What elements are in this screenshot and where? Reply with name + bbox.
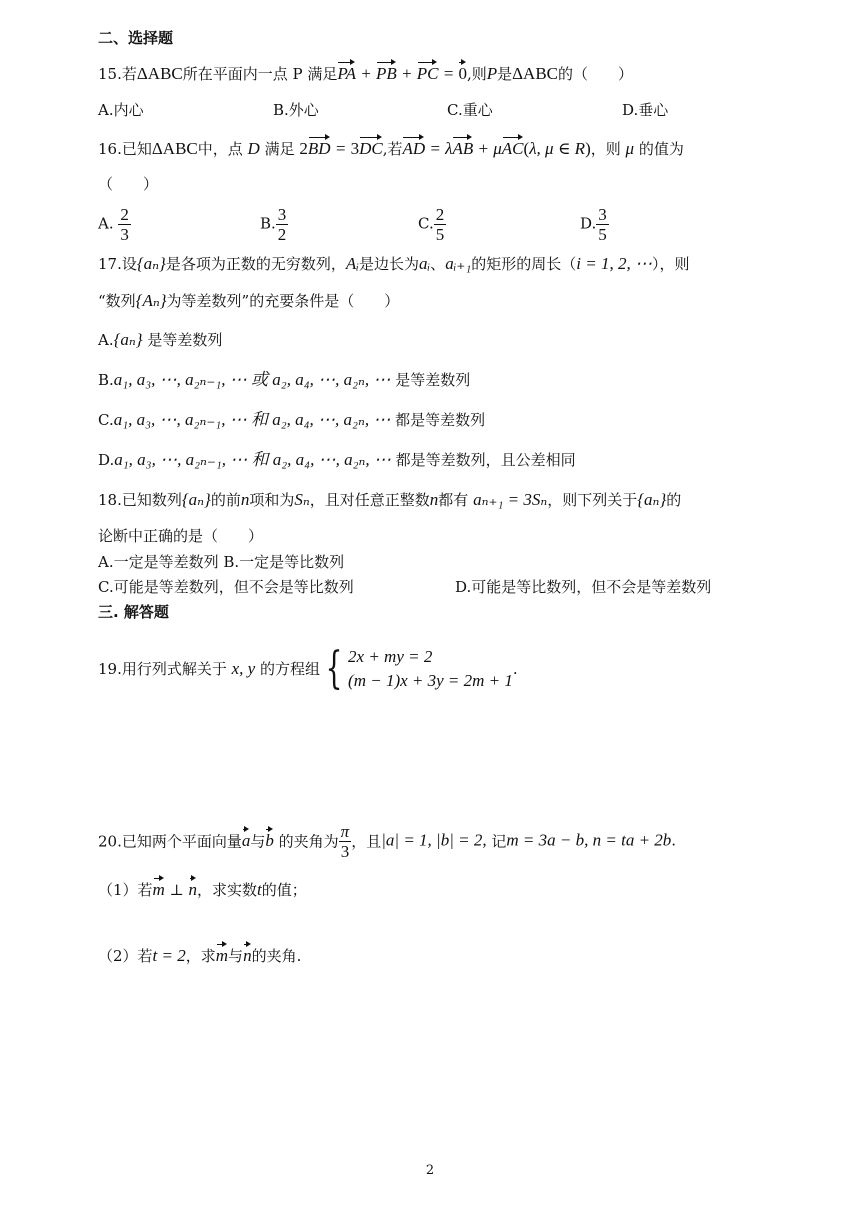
q16-end: 的值为 bbox=[638, 140, 684, 158]
q16-point-d: D bbox=[247, 139, 260, 158]
q15-option-a: A.内心 bbox=[98, 101, 144, 119]
q15-triangle-2: ΔABC bbox=[512, 64, 559, 83]
q17-option-c: C.a₁, a₃, ⋯, a₂ₙ₋₁, ⋯ 和 a₂, a₄, ⋯, a₂ₙ, ⋯ 都是等差数列 bbox=[98, 410, 486, 429]
q16-option-c: C. $\frac{2}{5}$ bbox=[418, 205, 445, 244]
question-17-line-1: 17.设{aₙ}是各项为正数的无穷数列，Aᵢ是边长为aᵢ、aᵢ₊₁的矩形的周长（i = 1, 2, ⋯），则 bbox=[98, 254, 690, 273]
section-heading-solution: 三. 解答题 bbox=[98, 603, 169, 621]
question-18-line-1: 18.已知数列{aₙ}的前n项和为Sₙ，且对任意正整数n都有 aₙ₊₁ = 3Sₙ，则下列关于{aₙ}的 bbox=[98, 490, 682, 509]
q17-option-b: B.a₁, a₃, ⋯, a₂ₙ₋₁, ⋯ 或 a₂, a₄, ⋯, a₂ₙ, ⋯ 是等差数列 bbox=[98, 370, 471, 389]
q16-prefix: 16.已知 bbox=[98, 140, 152, 158]
q16-triangle: ΔABC bbox=[151, 139, 198, 158]
zero-vector: 0 bbox=[458, 64, 467, 83]
q15-after: ,则 bbox=[466, 65, 487, 83]
q18-option-c: C.可能是等差数列，但不会是等比数列 bbox=[98, 578, 354, 596]
q16-if: ,若 bbox=[382, 140, 403, 158]
vector-PC: PC bbox=[416, 64, 439, 83]
vector-b: b bbox=[265, 830, 274, 850]
q20-definitions: m = 3a − b, n = ta + 2b bbox=[506, 830, 672, 850]
q15-triangle: ΔABC bbox=[136, 64, 183, 83]
q18-options-ab: A.一定是等差数列 B.一定是等比数列 bbox=[98, 553, 345, 571]
q16-option-c-fraction: $\frac{2}{5}$ bbox=[435, 205, 445, 244]
q16-condition: 2BD = 3DC bbox=[299, 139, 383, 158]
q18-option-d: D.可能是等比数列，但不会是等差数列 bbox=[455, 578, 712, 596]
question-20: 20.已知两个平面向量a与b 的夹角为 $\frac{\pi}{3}$ ，且|a| = 1, |b| = 2, 记m = 3a − b, n = ta + 2b. bbox=[98, 822, 677, 861]
q17-Ai: Aᵢ bbox=[345, 254, 359, 273]
q17-option-d: D.a₁, a₃, ⋯, a₂ₙ₋₁, ⋯ 和 a₂, a₄, ⋯, a₂ₙ, ⋯ 都是等差数列，且公差相同 bbox=[98, 450, 576, 469]
q16-tail: ，则 bbox=[590, 140, 621, 158]
question-15 bbox=[98, 64, 633, 84]
q16-option-b-fraction: $\frac{3}{2}$ bbox=[277, 205, 287, 244]
q16-paren: （ ） bbox=[98, 175, 159, 193]
q15-vector-equation: PA + PB + PC = 0 bbox=[337, 64, 467, 83]
vector-PB: PB bbox=[375, 64, 397, 83]
q20-part-2: （2）若t = 2，求m与n的夹角. bbox=[98, 946, 302, 965]
q16-option-d-fraction: $\frac{3}{5}$ bbox=[598, 205, 607, 244]
q20-norms: |a| = 1, |b| = 2, bbox=[381, 830, 487, 850]
page-number: 2 bbox=[425, 1163, 435, 1178]
question-19: 19.用行列式解关于 x, y 的方程组 { 2x + my = 2 (m − 1)x + 3y = 2m + 1 . bbox=[98, 643, 518, 694]
left-brace-icon: { bbox=[325, 643, 343, 694]
section-heading-choice: 二、选择题 bbox=[98, 29, 174, 47]
q16-cond-label: 满足 bbox=[264, 140, 295, 158]
question-18-line-2: 论断中正确的是（ ） bbox=[98, 527, 264, 545]
q15-suffix: 的（ ） bbox=[558, 65, 634, 83]
q20-part-1: （1）若m ⊥ n，求实数t的值； bbox=[98, 880, 307, 899]
q16-option-d: D. $\frac{3}{5}$ bbox=[580, 205, 607, 244]
q17-sequence-A: {Aₙ} bbox=[135, 291, 167, 310]
q16-option-a: A. $\frac{2}{3}$ bbox=[98, 205, 129, 244]
q15-option-c: C.重心 bbox=[447, 101, 493, 119]
q17-option-a: A.{aₙ} 是等差数列 bbox=[98, 330, 223, 349]
q16-mu: μ bbox=[625, 139, 635, 158]
q16-option-b: B. $\frac{3}{2}$ bbox=[260, 205, 287, 244]
q15-option-d: D.垂心 bbox=[622, 101, 669, 119]
q16-option-a-fraction: $\frac{2}{3}$ bbox=[120, 205, 129, 244]
angle-fraction: $\frac{\pi}{3}$ bbox=[340, 822, 350, 861]
q16-expression: AD = λAB + μAC(λ, μ ∈ R) bbox=[402, 139, 591, 158]
q17-sequence-a: {aₙ} bbox=[136, 254, 166, 273]
vector-a: a bbox=[241, 830, 251, 850]
q15-is: 是 bbox=[497, 65, 513, 83]
q15-option-b: B.外心 bbox=[273, 101, 319, 119]
q15-mid: 所在平面内一点 P 满足 bbox=[182, 65, 338, 83]
q16-mid: 中，点 bbox=[197, 140, 243, 158]
q19-equation-1: 2x + my = 2 bbox=[348, 647, 433, 666]
q18-relation: aₙ₊₁ = 3Sₙ bbox=[473, 490, 548, 509]
q19-equation-2: (m − 1)x + 3y = 2m + 1 bbox=[348, 671, 513, 690]
vector-PA: PA bbox=[337, 64, 356, 83]
question-17-line-2: “数列{Aₙ}为等差数列”的充要条件是（ ） bbox=[98, 291, 400, 310]
q15-prefix: 15.若 bbox=[98, 65, 137, 83]
q15-point: P bbox=[486, 64, 498, 83]
q19-equation-system bbox=[348, 645, 513, 693]
question-16 bbox=[98, 139, 684, 159]
